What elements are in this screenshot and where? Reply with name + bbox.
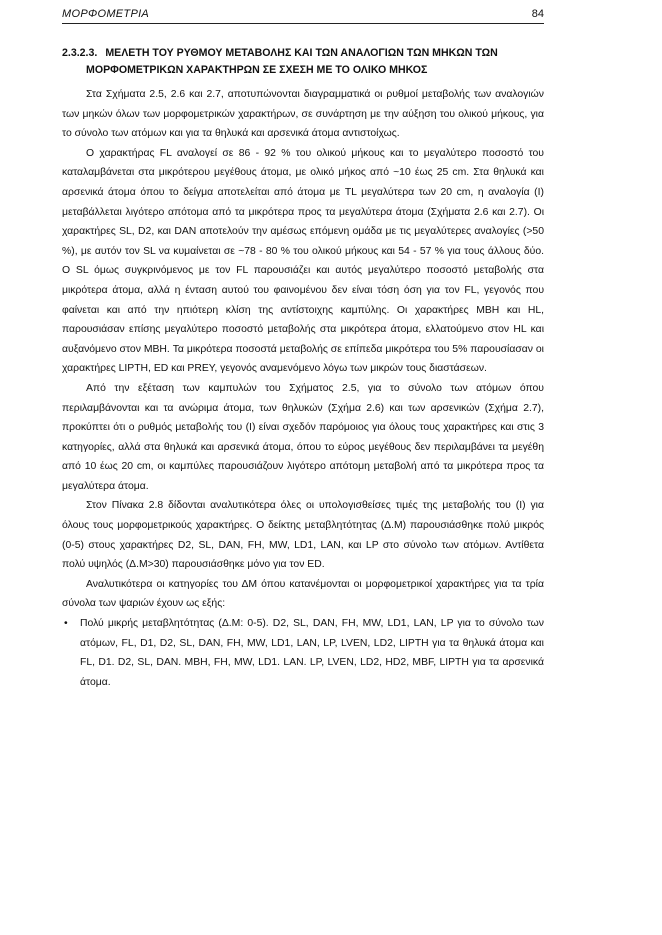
paragraph: Αναλυτικότερα οι κατηγορίες του ΔΜ όπου κατανέμονται οι μορφομετρικοί χαρακτήρες για τα τρία σύνολα των ψαριών έχουν ως εξής: — [62, 578, 544, 610]
bullet-list — [62, 614, 544, 692]
paragraph: Ο χαρακτήρας FL αναλογεί σε 86 - 92 % του ολικού μήκους και το μεγαλύτερο ποσοστό του καταλαμβάνεται στα μικρότερου μεγέθους άτομα, με ολικό μήκος από ~10 έως 25 cm. Στα θηλυκά και αρσενικά άτομα όπου το δείγμα αποτελείται από άτομα με TL μεγαλύτερα των 20 cm, η αναλογία (I) μεταβάλλεται λιγότερο απότομα από τα μικρότερα προς τα μεγαλύτερα άτομα (Σχήματα 2.6 και 2.7). Οι χαρακτήρες SL, D2, και DAN αποτελούν την αμέσως επόμενη ομάδα με τις μεγαλύτερες αναλογίες (>50 %), με αυτόν τον SL να κυμαίνεται σε ~78 - 80 % του ολικού μήκους και 54 - 57 % για τους άλλους δύο. Ο SL όμως συγκρινόμενος με τον FL παρουσιάζει και αυτός μεγαλύτερο ποσοστό μεταβολής στα μικρότερα άτομα, αλλά η ένταση αυτού του φαινομένου δεν είναι τόση όση για τον FL, γεγονός που φαίνεται και από την ηπιότερη κλίση της αντίστοιχης καμπύλης. Οι χαρακτήρες MBH και HL, παρουσιάσαν επίσης μεγαλύτερο ποσοστό μεταβολής στα μικρότερα άτομα, ελλατούμενο στον HL και αυξανόμενο στον MBH. Τα μικρότερα ποσοστά μεταβολής σε επίπεδα μικρότερα του 5% παρουσίασαν οι χαρακτήρες LIPTH, ED και PREY, γεγονός αναμενόμενο λόγω των μικρών τους διαστάσεων. — [62, 147, 544, 375]
paragraph: Στα Σχήματα 2.5, 2.6 και 2.7, αποτυπώνονται διαγραμματικά οι ρυθμοί μεταβολής των αναλογιών των μηκών όλων των μορφομετρικών χαρακτήρων, σε συνάρτηση με την αύξηση του ολικού μήκους, για το σύνολο των ατόμων και για τα θηλυκά και αρσενικά άτομα αντιστοίχως. — [62, 89, 544, 140]
bullet-icon: • — [64, 618, 68, 630]
paragraph: Στον Πίνακα 2.8 δίδονται αναλυτικότερα όλες οι υπολογισθείσες τιμές της μεταβολής του (I) για όλους τους μορφομετρικούς χαρακτήρες. Ο δείκτης μεταβλητότητας (Δ.Μ) παρουσιάσθηκε πολύ μικρός (0-5) στους χαρακτήρες D2, SL, DAN, FH, MW, LD1, LAN, και LP στο σύνολο των ατόμων. Αντίθετα πολύ υψηλός (Δ.Μ>30) παρουσιάσθηκε μόνο για τον ED. — [62, 500, 544, 571]
page-content — [62, 45, 544, 692]
section-title: ΜΕΛΕΤΗ ΤΟΥ ΡΥΘΜΟΥ ΜΕΤΑΒΟΛΗΣ ΚΑΙ ΤΩΝ ΑΝΑΛΟΓΙΩΝ ΤΩΝ ΜΗΚΩΝ ΤΩΝ ΜΟΡΦΟΜΕΤΡΙΚΩΝ ΧΑΡΑΚΤΗΡΩΝ ΣΕ ΣΧΕΣΗ ΜΕ ΤΟ ΟΛΙΚΟ ΜΗΚΟΣ — [86, 47, 498, 76]
page-number: 84 — [531, 8, 544, 20]
section-number: 2.3.2.3. — [62, 47, 98, 59]
paragraph: Από την εξέταση των καμπυλών του Σχήματος 2.5, για το σύνολο των ατόμων όπου περιλαμβάνονται και τα ανώριμα άτομα, των θηλυκών (Σχήμα 2.6) και των αρσενικών (Σχήμα 2.7), προκύπτει ότι ο ρυθμός μεταβολής του (I) είναι σχεδόν παρόμοιος για όλους τους χαρακτήρες και στις 3 κατηγορίες, αλλά στα θηλυκά και αρσενικά άτομα, όπου το εύρος μεγέθους δεν περιλαμβάνει τα μεγέθη από 10 έως 20 cm, οι καμπύλες παρουσιάζουν λιγότερο απότομη μεταβολή από τα μικρότερα προς τα μεγαλύτερα άτομα. — [62, 382, 544, 492]
running-header — [62, 7, 544, 24]
header-title: ΜΟΡΦΟΜΕΤΡΙΑ — [62, 8, 150, 20]
section-heading — [62, 45, 544, 79]
list-item — [62, 614, 544, 692]
list-item-text: Πολύ μικρής μεταβλητότητας (Δ.Μ: 0-5). D2, SL, DAN, FH, MW, LD1, LAN, LP για το σύνολο των ατόμων, FL, D1, D2, SL, DAN, FH, MW, LD1, LAN, LP, LVEN, LD2, LIPTH για τα θηλυκά άτομα και FL, D1. D2, SL, DAN. MBH, FH, MW, LD1. LAN. LP, LVEN, LD2, HD2, MBF, LIPTH για τα αρσενικά άτομα. — [80, 618, 544, 688]
